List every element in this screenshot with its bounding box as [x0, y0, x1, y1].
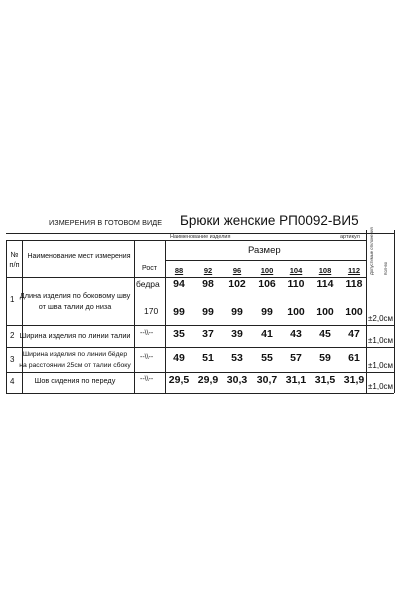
row-no: 1: [10, 295, 15, 304]
row-value: 31,1: [285, 374, 307, 386]
rost-value: 170: [144, 306, 159, 316]
row-value: 41: [261, 328, 273, 340]
row-value: 55: [261, 352, 273, 364]
ditto-mark: --\\--: [140, 330, 154, 337]
row-value: 29,5: [168, 374, 190, 386]
row-value: 43: [290, 328, 302, 340]
row-tolerance: ±1,0см: [368, 382, 394, 391]
hips-value: 106: [258, 278, 276, 290]
row3-bottom-border: [6, 372, 394, 373]
row-name-line1: Ширина изделия по линии бёдер: [22, 351, 128, 358]
size-header-112: 112: [347, 266, 361, 275]
col-size-header: Размер: [248, 245, 281, 256]
row-value: 53: [231, 352, 243, 364]
row-value: 51: [202, 352, 214, 364]
table-right-border: [394, 230, 395, 393]
col-bedra-header: бедра: [136, 279, 160, 289]
sheet-header: [0, 213, 400, 233]
row-tolerance: ±1,0см: [368, 336, 394, 345]
qty-vertical-label: Кол-во: [383, 261, 388, 275]
row-tolerance: ±2,0см: [368, 314, 394, 323]
size-header-108: 108: [318, 266, 332, 275]
ditto-mark: --\\--: [140, 376, 154, 383]
tolerance-vertical-label: Допустимые отклонения: [369, 227, 374, 275]
size-header-92: 92: [203, 266, 213, 275]
size-header-96: 96: [232, 266, 242, 275]
row-name-line1: Шов сидения по переду: [34, 376, 116, 385]
size-header-88: 88: [174, 266, 184, 275]
row-value: 49: [173, 352, 185, 364]
row-value: 47: [348, 328, 360, 340]
row-value: 100: [287, 306, 305, 318]
hips-value: 110: [287, 278, 305, 290]
row-value: 35: [173, 328, 185, 340]
col-no-header: № п/п: [9, 250, 20, 269]
row-no: 4: [10, 377, 15, 386]
row-value: 31,5: [314, 374, 336, 386]
row-name-line1: Ширина изделия по линии талии: [19, 331, 131, 340]
product-name-label: Наименование изделия: [170, 234, 231, 240]
size-header-divider: [165, 260, 366, 261]
hips-value: 98: [202, 278, 214, 290]
row-no: 2: [10, 331, 15, 340]
row-value: 30,3: [226, 374, 248, 386]
col-rost-header: Рост: [142, 265, 157, 272]
row-value: 99: [231, 306, 243, 318]
row-value: 61: [348, 352, 360, 364]
table-top-border: [6, 240, 366, 241]
row-value: 100: [316, 306, 334, 318]
hips-value: 94: [173, 278, 185, 290]
row-value: 39: [231, 328, 243, 340]
name-col-border: [134, 240, 135, 393]
row-value: 100: [345, 306, 363, 318]
row-value: 30,7: [256, 374, 278, 386]
row-value: 99: [202, 306, 214, 318]
table-bottom-border: [6, 393, 394, 394]
row-no: 3: [10, 355, 15, 364]
size-header-104: 104: [289, 266, 303, 275]
row-value: 37: [202, 328, 214, 340]
row1-bottom-border: [6, 325, 394, 326]
row-value: 29,9: [197, 374, 219, 386]
row-value: 99: [173, 306, 185, 318]
hips-value: 118: [345, 278, 363, 290]
row-value: 57: [290, 352, 302, 364]
article-label: артикул: [340, 234, 360, 240]
row-name-line2: от шва талии до низа: [38, 302, 112, 311]
col-name-header: Наименование мест измерения: [27, 253, 131, 260]
row-value: 59: [319, 352, 331, 364]
hips-value: 102: [228, 278, 246, 290]
ditto-mark: --\\--: [140, 354, 154, 361]
row-name-line1: Длина изделия по боковому шву: [19, 291, 131, 300]
row-tolerance: ±1,0см: [368, 361, 394, 370]
row-name-line2: на расстоянии 25см от талии сбоку: [19, 362, 131, 369]
row-value: 99: [261, 306, 273, 318]
page-title: Брюки женские РП0092-ВИ5: [180, 213, 359, 228]
header-left-label: ИЗМЕРЕНИЯ В ГОТОВОМ ВИДЕ: [49, 218, 163, 227]
row2-bottom-border: [6, 347, 394, 348]
row-value: 31,9: [343, 374, 365, 386]
size-header-100: 100: [260, 266, 274, 275]
row-value: 45: [319, 328, 331, 340]
hips-value: 114: [316, 278, 334, 290]
